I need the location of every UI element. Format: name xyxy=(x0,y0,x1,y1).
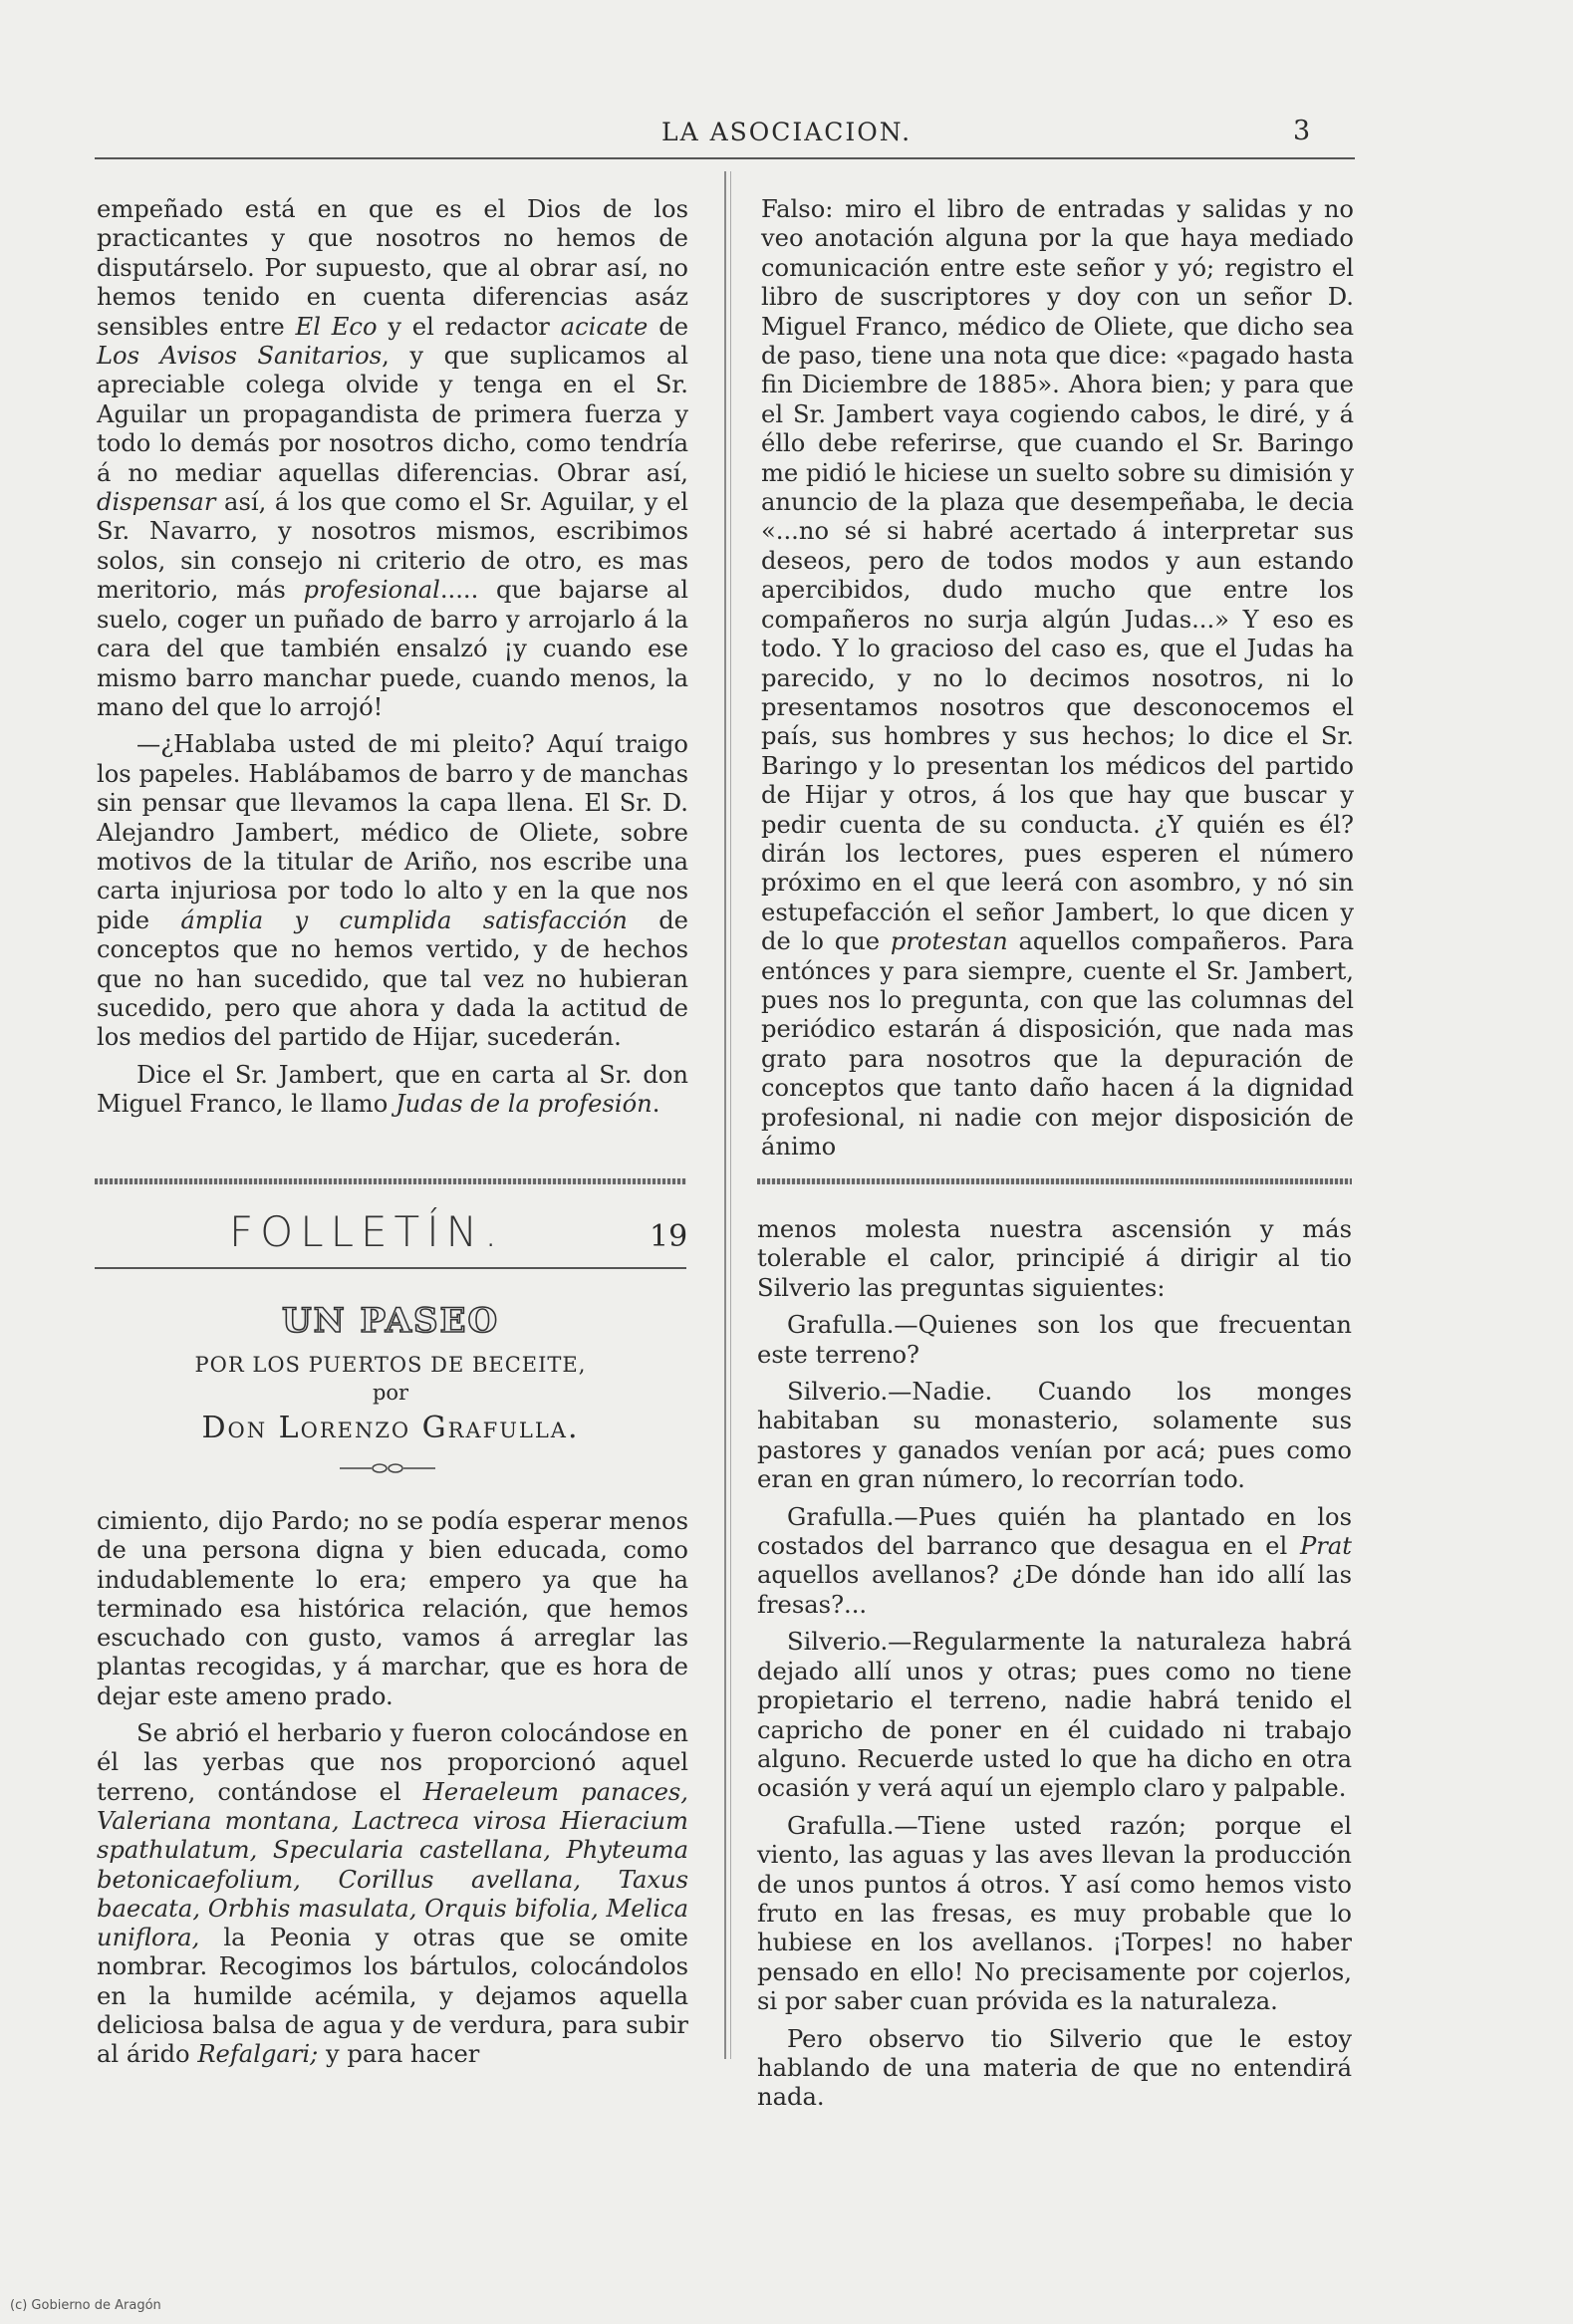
folletin-number: 19 xyxy=(650,1219,688,1254)
italic-text: Prat xyxy=(1300,1532,1352,1561)
copyright-credit: (c) Gobierno de Aragón xyxy=(10,2298,161,2313)
text-run: la Peonia y otras que se omite nombrar. Recogimos los bártulos, colocándolos en la humilde acémila, y dejamos aquella deliciosa balsa de agua y de verdura, para subir al árido xyxy=(97,1924,688,2069)
italic-text: Judas de la profesión xyxy=(394,1090,653,1119)
story-paragraph: menos molesta nuestra ascensión y más tolerable el calor, principié á dirigir al tio Silverio las preguntas siguientes: xyxy=(757,1215,1352,1302)
page-header-title: LA ASOCIACION. xyxy=(660,118,913,146)
folletin-rule xyxy=(95,1267,686,1269)
section-divider-right xyxy=(757,1178,1352,1184)
story-paragraph: Silverio.—Nadie. Cuando los monges habitaban su monasterio, solamente sus pastores y ganados venían por acá; pues como eran en gran número, lo recorrían todo. xyxy=(757,1378,1352,1494)
text-run: Dice el Sr. Jambert, que en carta al Sr. don Miguel Franco, le llamo xyxy=(97,1060,688,1119)
italic-text: ámplia y cumplida satisfacción xyxy=(180,905,628,934)
text-run: de conceptos que no hemos vertido, y de hechos que no han sucedido, que tal vez no hubieran sucedido, pero que ahora y dada la actitud de los medios del partido de Hijar, sucederán. xyxy=(97,905,688,1052)
story-paragraph: Grafulla.—Quienes son los que frecuentan este terreno? xyxy=(757,1311,1352,1369)
article-column-right xyxy=(761,195,1354,1162)
story-byline-por: por xyxy=(372,1381,409,1405)
italic-text: protestan xyxy=(890,927,1008,956)
story-subtitle: POR LOS PUERTOS DE BECEITE, xyxy=(194,1353,587,1377)
article-column-left xyxy=(97,195,688,1120)
story-title: UN PASEO xyxy=(281,1301,500,1341)
italic-text: dispensar xyxy=(97,488,216,517)
italic-text: El Eco xyxy=(295,312,378,341)
text-run: así, á los que como el Sr. Aguilar, y el Sr. Navarro, y nosotros mismos, escribimos solos, sin consejo ni criterio de otro, es mas meritorio, más xyxy=(97,488,688,605)
italic-text: Heraeleum panaces, Valeriana montana, Lactreca virosa Hieracium spathulatum, Specularia castellana, Phyteuma betonicaefolium, Corillus avellana, Taxus baecata, Orbhis masulata, Orquis bifolia, Melica uniflora, xyxy=(97,1777,688,1952)
column-divider-inner xyxy=(730,171,731,2059)
text-run: Grafulla.—Pues quién ha plantado en los costados del barranco que desagua en el xyxy=(757,1502,1352,1561)
text-run: aquellos avellanos? ¿De dónde han ido allí las fresas?... xyxy=(757,1561,1352,1619)
text-run: . xyxy=(652,1090,660,1119)
article-paragraph xyxy=(97,1061,688,1120)
text-run: , y que suplicamos al apreciable colega olvide y tenga en el Sr. Aguilar un propagandista de primera fuerza y todo lo demás por nosotros dicho, como tendría á no mediar aquellas diferencias. Obrar así, xyxy=(97,342,689,487)
text-run: Se abrió el herbario y fueron colocándose en él las yerbas que nos proporcionó aquel terreno, contándose el xyxy=(97,1719,688,1806)
header-rule xyxy=(95,157,1355,159)
section-divider-left xyxy=(95,1178,686,1184)
text-run: aquellos compañeros. Para entónces y para siempre, cuente el Sr. Jambert, pues nos lo pregunta, con que las columnas del periódico estarán á disposición, que nada mas grato para nosotros que la depuración de conceptos que tanto daño hacen á la dignidad profesional, ni nadie con mejor disposición de ánimo xyxy=(761,927,1354,1161)
story-column-left xyxy=(97,1507,688,2070)
ornament-icon xyxy=(338,1461,437,1475)
text-run: y el redactor xyxy=(377,312,561,341)
story-paragraph: Silverio.—Regularmente la naturaleza habrá dejado allí unos y otras; pues como no tiene propietario el terreno, nadie habrá tenido el capricho de poner en él cuidado ni trabajo alguno. Recuerde usted lo que ha dicho en otra ocasión y verá aquí un ejemplo claro y palpable. xyxy=(757,1628,1352,1803)
text-run: y para hacer xyxy=(318,2040,480,2069)
text-run: de xyxy=(648,312,689,341)
story-paragraph: cimiento, dijo Pardo; no se podía esperar menos de una persona digna y bien educada, como indudablemente lo era; empero ya que ha terminado esa histórica relación, que hemos escuchado con gusto, vamos á arreglar las plantas recogidas, y á marchar, que es hora de dejar este ameno prado. xyxy=(97,1507,688,1710)
article-paragraph xyxy=(97,195,688,722)
text-run: ..... que bajarse al suelo, coger un puñado de barro y arrojarlo á la cara del que también ensalzó ¡y cuando ese mismo barro manchar puede, cuando menos, la mano del que lo arrojó! xyxy=(97,576,689,721)
article-paragraph xyxy=(761,195,1354,1162)
story-paragraph xyxy=(97,1719,688,2070)
column-divider xyxy=(724,171,726,2059)
article-paragraph xyxy=(97,730,688,1052)
italic-text: acicate xyxy=(560,312,649,341)
story-paragraph: Grafulla.—Tiene usted razón; porque el viento, las aguas y las aves llevan la producción de unos puntos á otros. Y así como hemos visto fruto en las fresas, es muy probable que lo hubiese en los avellanos. ¡Torpes! no haber pensado en ello! No precisamente por cojerlos, si por saber cuan próvida es la naturaleza. xyxy=(757,1811,1352,2016)
text-run: —¿Hablaba usted de mi pleito? Aquí traigo los papeles. Hablábamos de barro y de manchas sin pensar que llevamos la capa llena. El Sr. D. Alejandro Jambert, médico de Oliete, sobre motivos de la titular de Ariño, nos escribe una carta injuriosa por todo lo alto y en la que nos pide xyxy=(97,730,688,934)
story-column-right xyxy=(757,1215,1352,2113)
italic-text: profesional xyxy=(303,576,440,605)
folletin-heading: FOLLETÍN. xyxy=(229,1207,505,1256)
page-number: 3 xyxy=(1293,116,1311,146)
text-run: empeñado está en que es el Dios de los practicantes y que nosotros no hemos de disputárselo. Por supuesto, que al obrar así, no hemos tenido en cuenta diferencias asáz sensibles entre xyxy=(97,195,688,341)
italic-text: Refalgari; xyxy=(197,2040,319,2069)
story-paragraph xyxy=(757,1503,1352,1621)
italic-text: Los Avisos Sanitarios xyxy=(97,342,383,371)
story-paragraph: Pero observo tio Silverio que le estoy hablando de una materia de que no entendirá nada. xyxy=(757,2024,1352,2112)
story-author: Don Lorenzo Grafulla. xyxy=(201,1411,580,1445)
text-run: Falso: miro el libro de entradas y salidas y no veo anotación alguna por la que haya mediado comunicación entre este señor y yó; registro el libro de suscriptores y doy con un señor D. Miguel Franco, médico de Oliete, que dicho sea de paso, tiene una nota que dice: «pagado hasta fin Diciembre de 1885». Ahora bien; y para que el Sr. Jambert vaya cogiendo cabos, le diré, y á éllo debe referirse, que cuando el Sr. Baringo me pidió le hiciese un suelto sobre su dimisión y anuncio de la plaza que desempeñaba, le decia «...no sé si habré acertado á interpretar sus deseos, pero de todos modos y aun estando apercibidos, dudo mucho que entre los compañeros no surja algún Judas...» Y eso es todo. Y lo gracioso del caso es, que el Judas ha parecido, y no lo decimos nosotros, ni lo presentamos nosotros que desconocemos el país, sus hombres y sus hechos; lo dice el Sr. Baringo y lo presentan los médicos del partido de Hijar y otros, á los que hay que buscar y pedir cuenta de su conducta. ¿Y quién es él? dirán los lectores, pues esperen el número próximo en el que leerá con asombro, y nó sin estupefacción el señor Jambert, lo que dicen y de lo que xyxy=(761,195,1354,956)
